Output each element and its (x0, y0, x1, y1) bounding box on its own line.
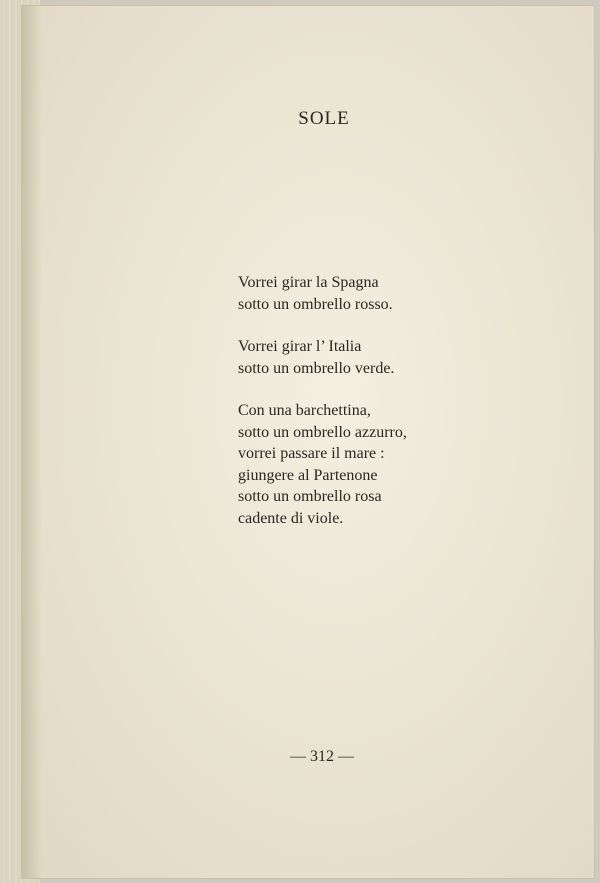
poem-line: giungere al Partenone (238, 466, 378, 484)
poem-line: Vorrei girar la Spagna (238, 274, 379, 291)
stanza-2 (238, 336, 407, 379)
poem-line: Con una barchettina, (238, 402, 371, 419)
stanza-1 (238, 272, 407, 315)
poem-line: Vorrei girar l’ Italia (238, 338, 362, 355)
poem-line: vorrei passare il mare : (238, 445, 385, 462)
poem-line: sotto un ombrello azzurro, (238, 423, 407, 441)
poem-line: sotto un ombrello verde. (238, 359, 395, 377)
poem-line: sotto un ombrello rosso. (238, 295, 393, 313)
poem-body (238, 272, 407, 550)
page-number: — 312 — (290, 748, 354, 765)
poem-line: cadente di viole. (238, 509, 344, 527)
poem-line: sotto un ombrello rosa (238, 488, 382, 505)
stanza-3 (238, 400, 407, 529)
poem-title: SOLE (298, 108, 350, 129)
